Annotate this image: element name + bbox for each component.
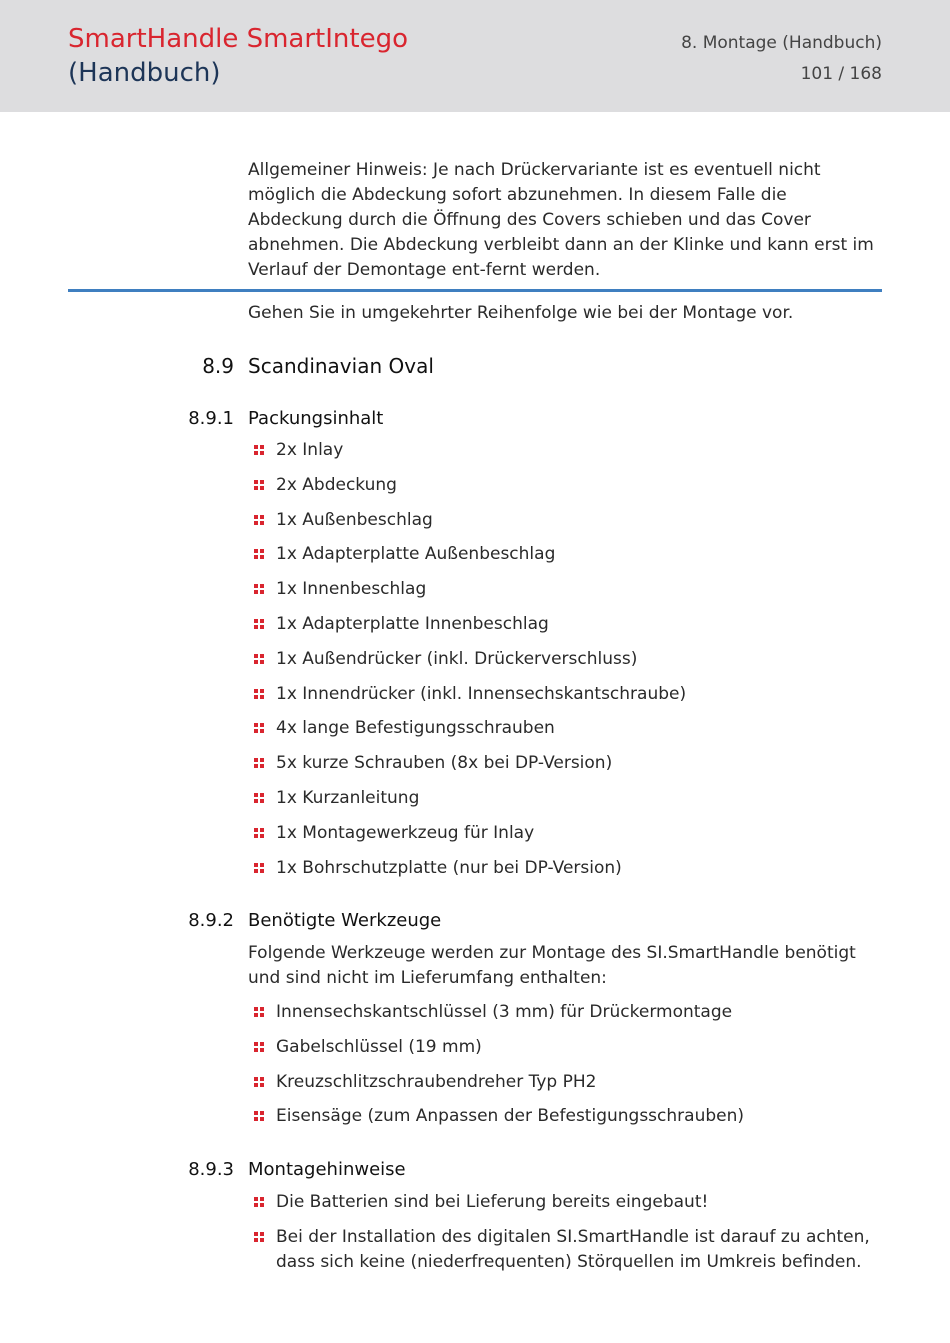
bullet-icon [254,1077,265,1088]
list-item-text: 2x Abdeckung [276,474,397,495]
list-item-text: 1x Adapterplatte Innenbeschlag [276,613,549,634]
list-item-text: 1x Außenbeschlag [276,509,433,530]
page-number: 101 / 168 [800,64,882,84]
document-title-line2: (Handbuch) [68,58,221,88]
list-item [248,1000,884,1025]
bullet-icon [254,758,265,769]
bullet-icon [254,480,265,491]
list-item [248,647,884,672]
list-item-text: Gabelschlüssel (19 mm) [276,1036,482,1057]
list-item [248,1070,884,1095]
list-item [248,1104,884,1129]
list-item [248,508,884,533]
list-item-text: 1x Außendrücker (inkl. Drückerverschluss) [276,648,638,669]
list-item [248,1225,884,1275]
package-contents-list [248,438,884,890]
bullet-icon [254,584,265,595]
section-title: Scandinavian Oval [248,354,434,378]
list-item-text: 1x Innendrücker (inkl. Innensechskantschraube) [276,683,687,704]
bullet-icon [254,723,265,734]
bullet-icon [254,793,265,804]
list-item [248,821,884,846]
list-item-text: Kreuzschlitzschraubendreher Typ PH2 [276,1071,597,1092]
list-item-text: 5x kurze Schrauben (8x bei DP-Version) [276,753,613,774]
bullet-icon [254,654,265,665]
list-item [248,473,884,498]
bullet-icon [254,1007,265,1018]
section-number: 8.9 [202,354,234,378]
list-item-text: Eisensäge (zum Anpassen der Befestigungsschrauben) [276,1106,744,1127]
bullet-icon [254,1232,265,1243]
subsection-title: Benötigte Werkzeuge [248,910,442,931]
note-divider [68,289,882,292]
list-item [248,856,884,881]
general-note: Allgemeiner Hinweis: Je nach Drückervariante ist es eventuell nicht möglich die Abdeckung sofort abzunehmen. In diesem Falle die Abdeckung durch die Öffnung des Covers schieben und das Cover abnehmen. Die Abdeckung verbleibt dann an der Klinke und kann erst im Verlauf der Demontage ent-fernt werden. [248,160,874,280]
bullet-icon [254,1197,265,1208]
bullet-icon [254,863,265,874]
intro-text: Gehen Sie in umgekehrter Reihenfolge wie bei der Montage vor. [248,303,794,323]
list-item-text: Die Batterien sind bei Lieferung bereits eingebaut! [276,1192,709,1212]
required-tools-list [248,1000,884,1139]
subsection-number: 8.9.3 [188,1159,234,1180]
list-item-text: 1x Adapterplatte Außenbeschlag [276,544,556,565]
list-item [248,786,884,811]
document-title-line1: SmartHandle SmartIntego [68,24,408,54]
list-item [248,716,884,741]
list-item [248,612,884,637]
list-item [248,751,884,776]
tools-intro-text: Folgende Werkzeuge werden zur Montage des SI.SmartHandle benötigt und sind nicht im Lieferumfang enthalten: [248,943,856,988]
list-item [248,682,884,707]
bullet-icon [254,1111,265,1122]
subsection-number: 8.9.2 [188,910,234,931]
subsection-number: 8.9.1 [188,408,234,429]
list-item-text: 1x Bohrschutzplatte (nur bei DP-Version) [276,857,622,878]
page-header [0,0,950,112]
list-item [248,577,884,602]
mounting-notes-list [248,1190,884,1285]
bullet-icon [254,515,265,526]
subsection-title: Montagehinweise [248,1159,406,1180]
list-item-text: Innensechskantschlüssel (3 mm) für Drückermontage [276,1002,733,1022]
list-item [248,438,884,463]
subsection-title: Packungsinhalt [248,408,384,429]
bullet-icon [254,689,265,700]
list-item-text: 1x Innenbeschlag [276,579,427,600]
chapter-info [681,28,882,90]
document-title [68,22,408,90]
chapter-title: 8. Montage (Handbuch) [681,33,882,53]
list-item-text: 1x Kurzanleitung [276,787,420,808]
bullet-icon [254,828,265,839]
list-item [248,1190,884,1215]
list-item-text: 4x lange Befestigungsschrauben [276,718,555,739]
list-item [248,1035,884,1060]
list-item-text: 1x Montagewerkzeug für Inlay [276,822,535,843]
bullet-icon [254,1042,265,1053]
list-item [248,542,884,567]
list-item-text: Bei der Installation des digitalen SI.SmartHandle ist darauf zu achten, dass sich keine (niederfrequenten) Störquellen im Umkreis befinden. [276,1226,870,1272]
bullet-icon [254,445,265,456]
bullet-icon [254,549,265,560]
bullet-icon [254,619,265,630]
list-item-text: 2x Inlay [276,440,344,460]
